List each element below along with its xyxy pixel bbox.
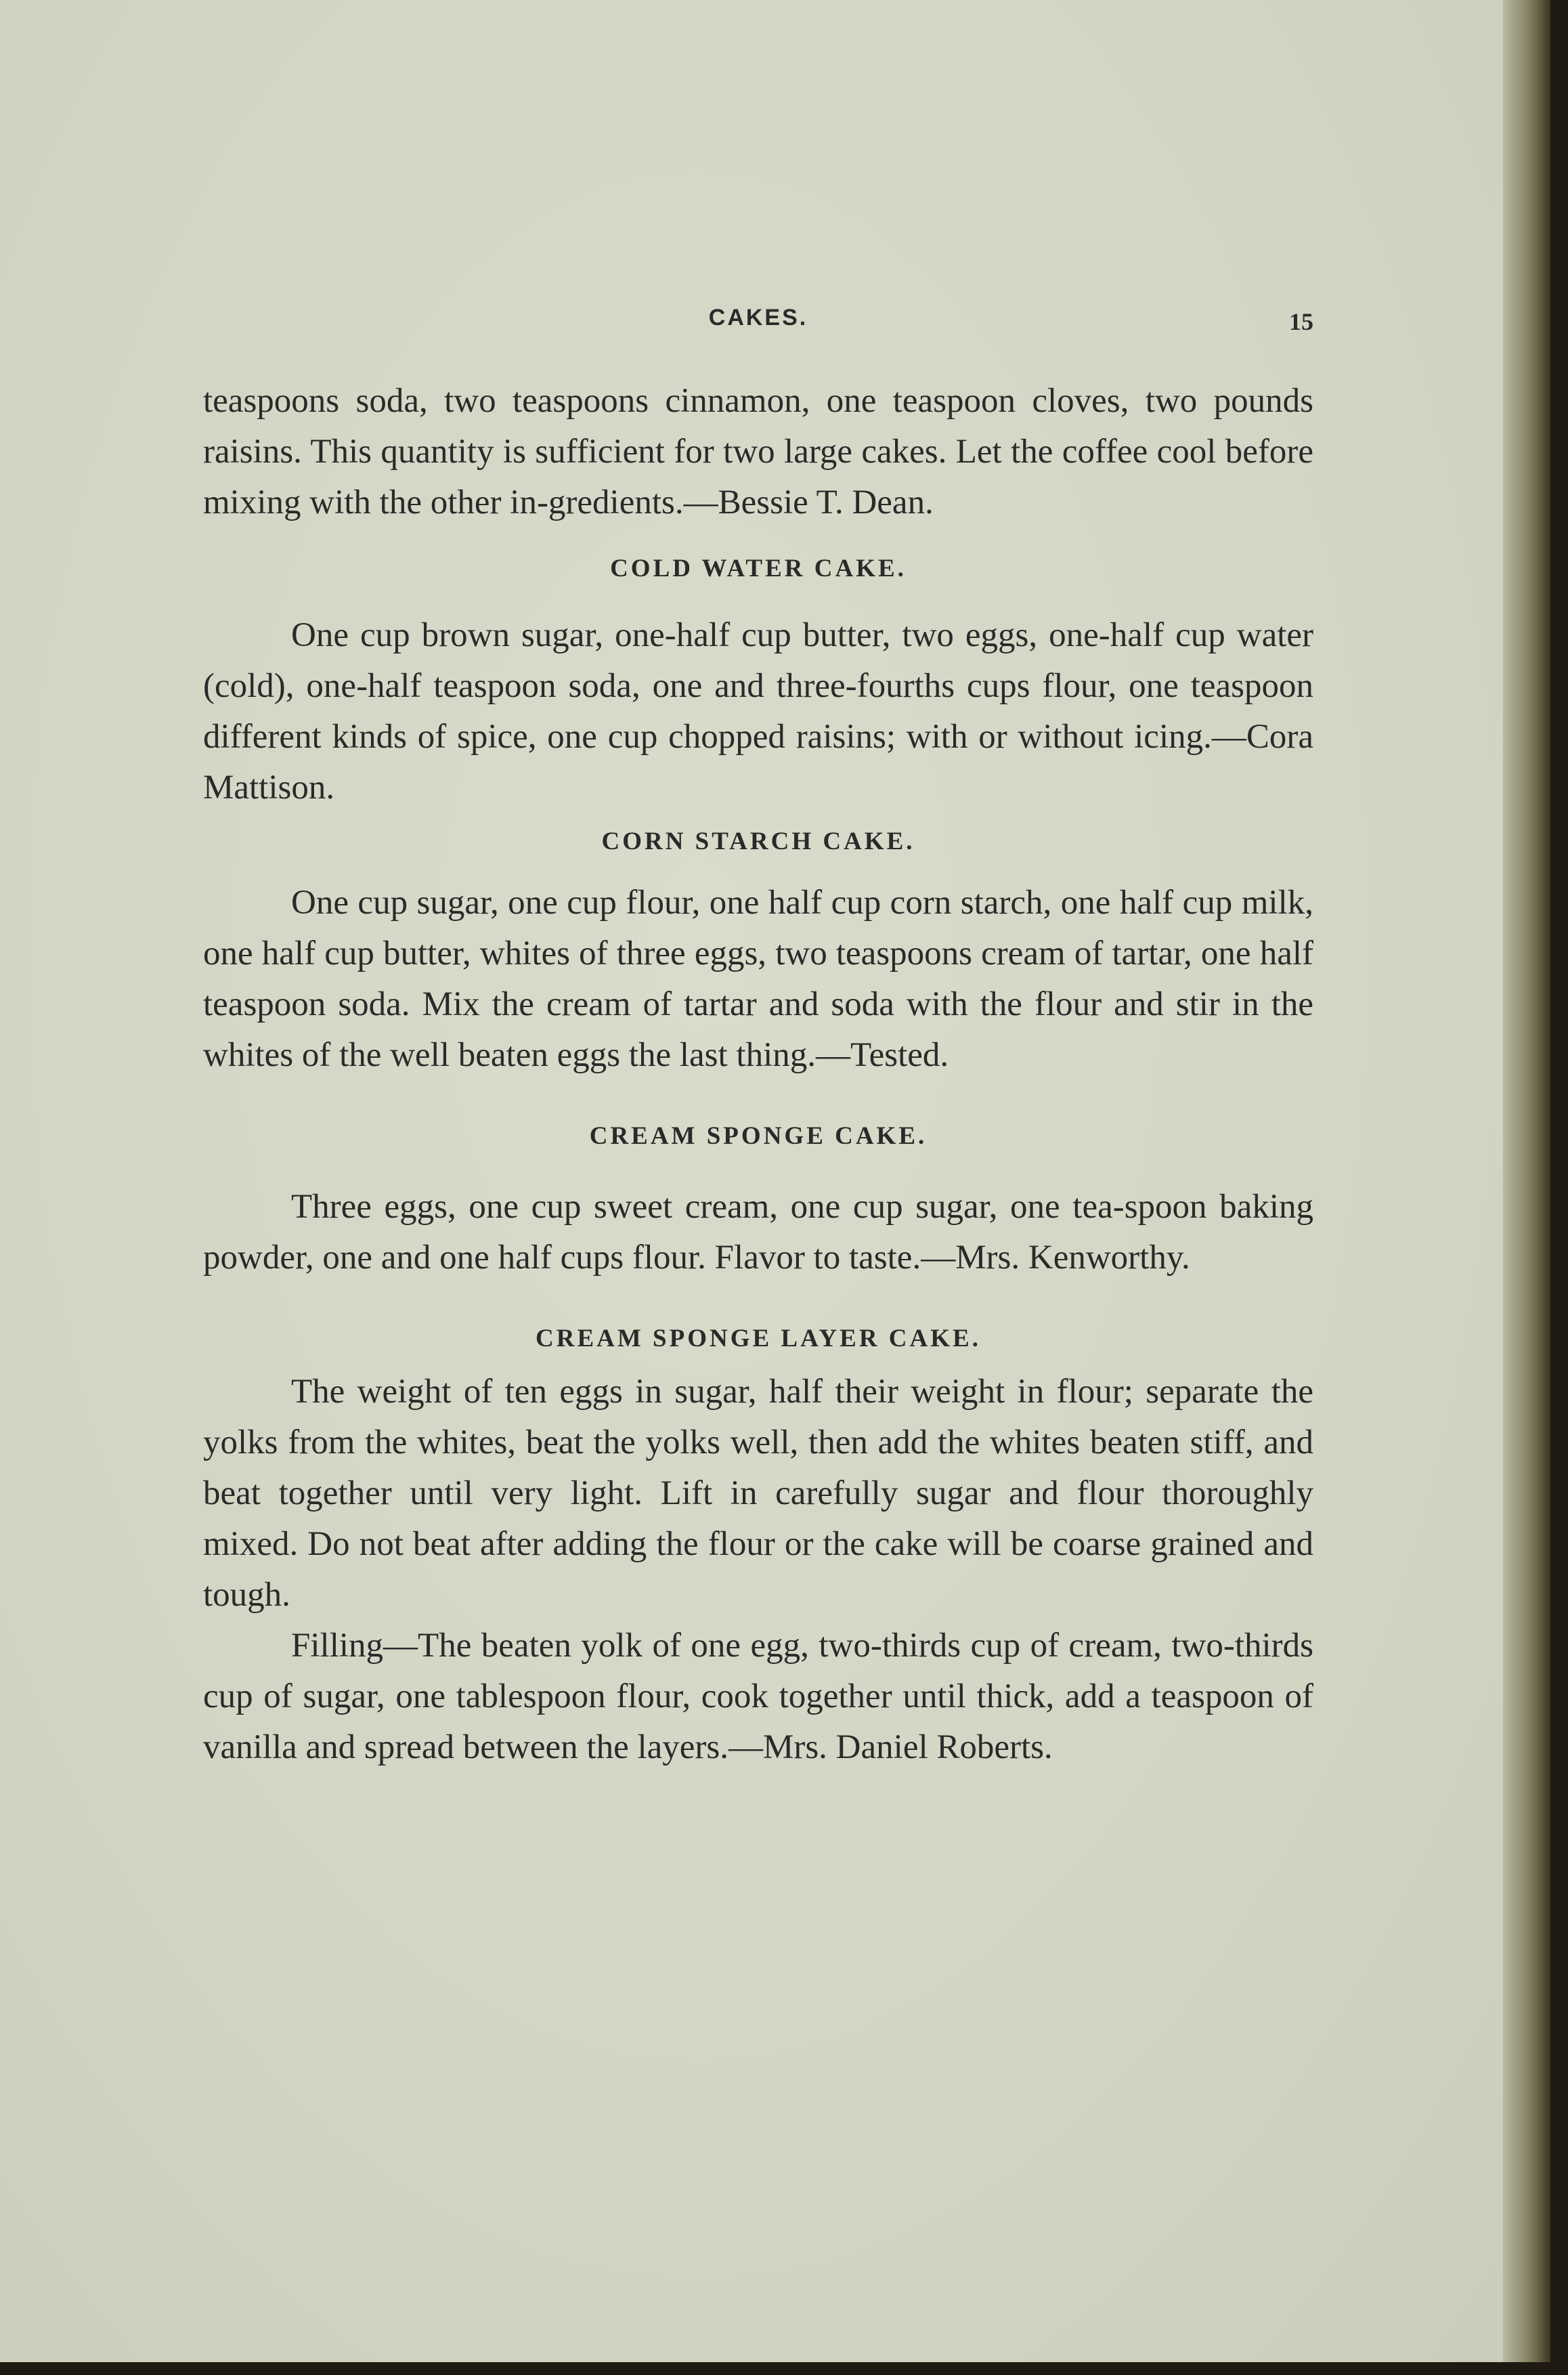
recipe-text-cream-sponge-cake: Three eggs, one cup sweet cream, one cup sugar, one tea-spoon baking powder, one and one half cups flour. Flavor to taste.—Mrs. Kenworthy. [203,1188,1313,1277]
recipe-title-cold-water-cake: COLD WATER CAKE. [610,555,907,582]
recipe-text-cream-sponge-layer-cake: The weight of ten eggs in sugar, half their weight in flour; separate the yolks from the whites, beat the yolks well, then add the whites beaten stiff, and beat together until very light. Lift in carefully sugar and flour thoroughly mixed. Do not beat after adding the flour or the cake will be coarse grained and tough. [203,1373,1313,1614]
book-spine-edge [1503,0,1550,2362]
recipe-title-corn-starch-cake: CORN STARCH CAKE. [601,828,915,855]
recipe-text-corn-starch-cake: One cup sugar, one cup flour, one half cup corn starch, one half cup milk, one half cup butter, whites of three eggs, two teaspoons cream of tartar, one half teaspoon soda. Mix the cream of tartar and soda with the flour and stir in the whites of the well beaten eggs the last thing.—Tested. [203,884,1313,1074]
intro-continuation-paragraph: teaspoons soda, two teaspoons cinnamon, one teaspoon cloves, two pounds raisins. This quantity is sufficient for two large cakes. Let the coffee cool before mixing with the other in-gredients.—Bessie T. Dean. [203,382,1313,521]
page-number: 15 [1289,308,1313,335]
recipe-title-cream-sponge-layer-cake: CREAM SPONGE LAYER CAKE. [536,1325,981,1352]
page-header [203,298,1313,345]
recipe-text-cold-water-cake: One cup brown sugar, one-half cup butter, two eggs, one-half cup water (cold), one-half teaspoon soda, one and three-fourths cups flour, one teaspoon different kinds of spice, one cup chopped raisins; with or without icing.—Cora Mattison. [203,616,1313,807]
page-body [203,376,1313,1773]
running-head: CAKES. [708,305,808,330]
recipe-filling-cream-sponge-layer-cake: Filling—The beaten yolk of one egg, two-thirds cup of cream, two-thirds cup of sugar, one tablespoon flour, cook together until thick, add a teaspoon of vanilla and spread between the layers.—Mrs. Daniel Roberts. [203,1627,1313,1766]
recipe-title-cream-sponge-cake: CREAM SPONGE CAKE. [589,1122,928,1150]
